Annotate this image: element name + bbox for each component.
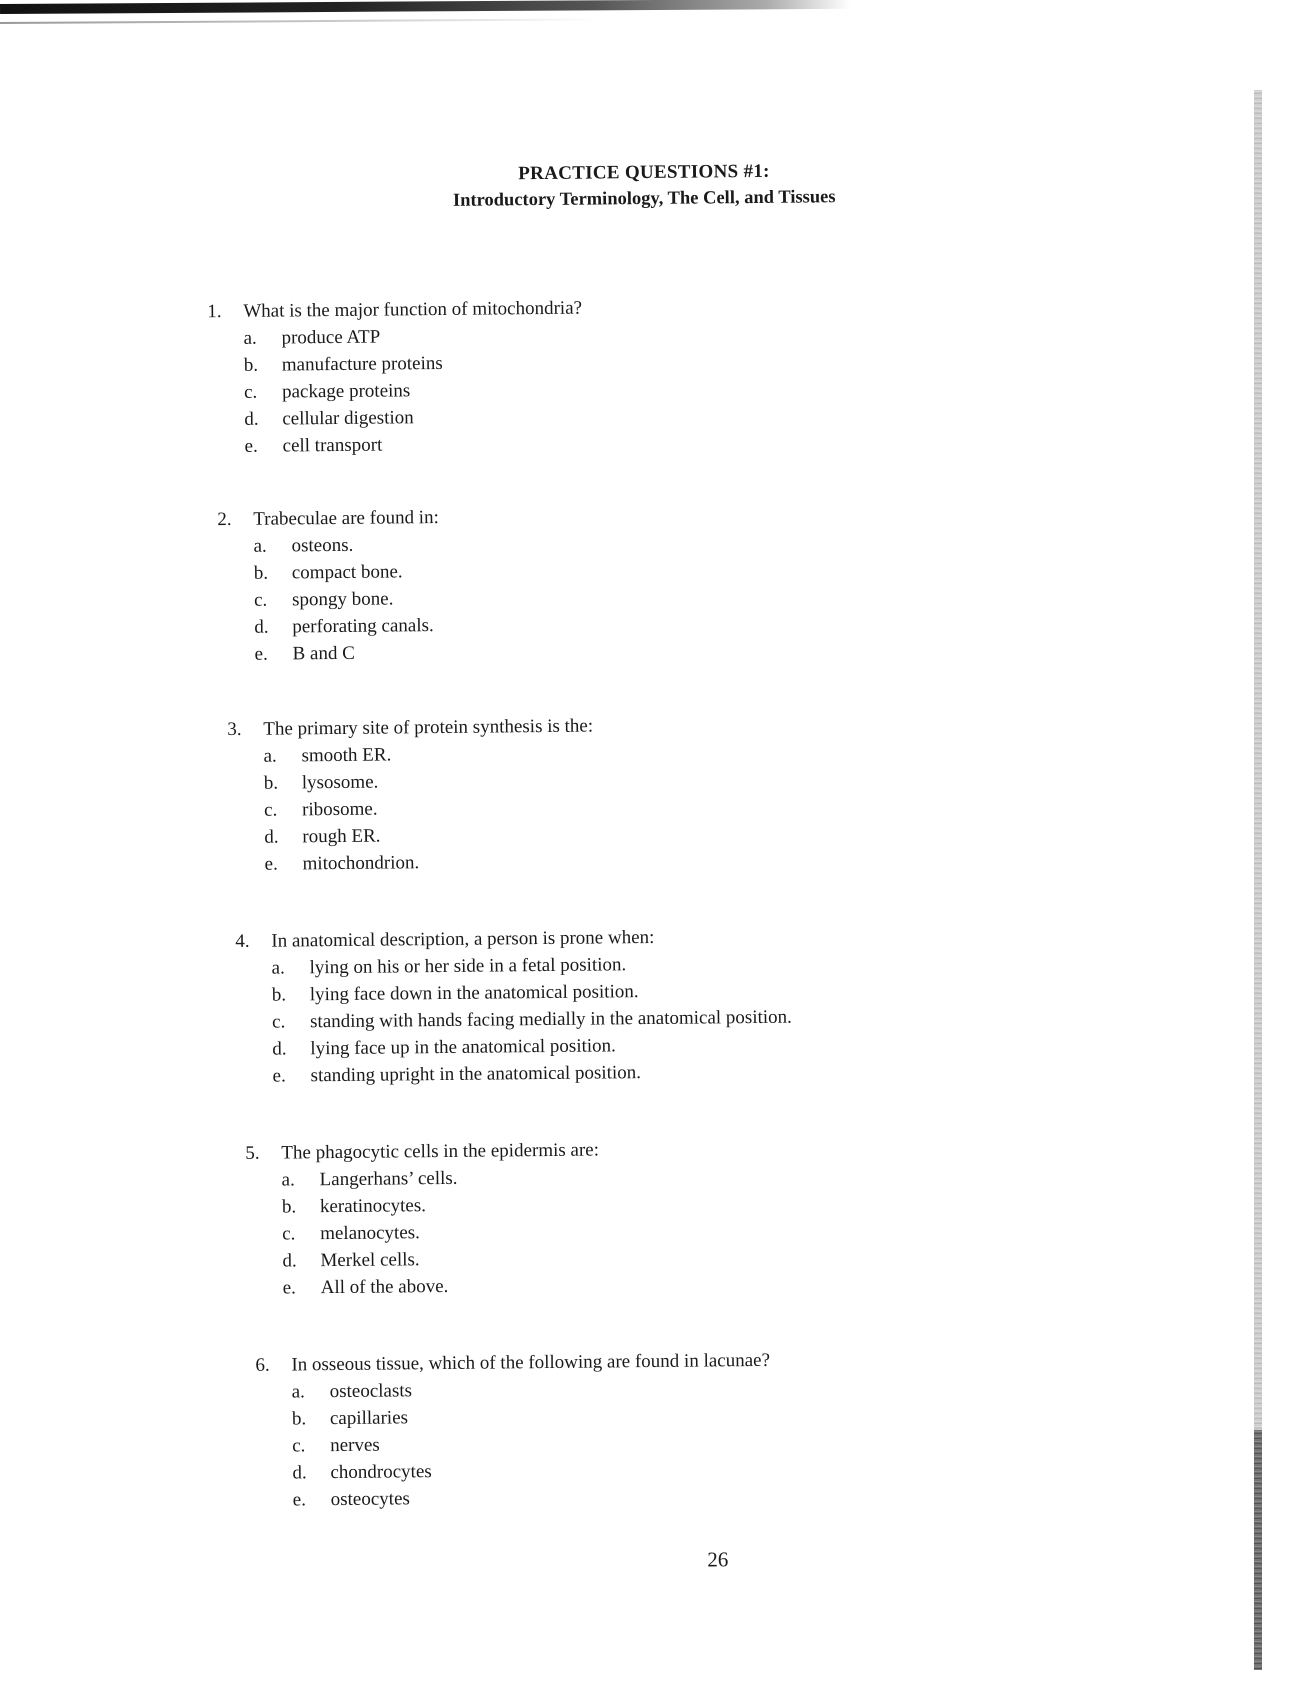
option-letter: d. — [292, 1462, 307, 1484]
question-stem: In anatomical description, a person is prone when: — [271, 926, 655, 952]
option-e — [283, 1272, 601, 1302]
option-letter: e. — [292, 1489, 306, 1511]
option-letter: b. — [281, 1196, 297, 1218]
option-d — [244, 403, 583, 433]
question-number: 2. — [217, 509, 232, 531]
option-text: lying face down in the anatomical position. — [309, 981, 639, 1006]
question-stem: What is the major function of mitochondria? — [243, 297, 583, 322]
option-text: standing with hands facing medially in the anatomical position. — [310, 1006, 792, 1033]
option-text: nerves — [330, 1434, 380, 1457]
option-letter: b. — [271, 984, 287, 1006]
option-letter: a. — [291, 1381, 305, 1403]
option-c — [272, 1004, 792, 1036]
option-e — [244, 430, 583, 460]
question-number: 6. — [255, 1354, 270, 1376]
question-number: 1. — [207, 301, 222, 323]
question-1 — [207, 295, 583, 461]
option-text: keratinocytes. — [319, 1195, 427, 1218]
option-text: osteons. — [291, 534, 354, 557]
option-letter: a. — [263, 745, 277, 767]
option-text: Langerhans’ cells. — [319, 1167, 458, 1191]
option-text: cell transport — [282, 434, 383, 457]
option-c — [282, 1218, 600, 1248]
option-a — [253, 531, 439, 560]
option-text: package proteins — [281, 380, 411, 403]
option-e — [254, 639, 440, 668]
option-text: perforating canals. — [292, 615, 434, 638]
option-text: ribosome. — [301, 798, 378, 821]
option-b — [244, 349, 583, 379]
option-letter: c. — [263, 799, 278, 821]
question-2 — [217, 504, 440, 668]
option-letter: c. — [282, 1223, 296, 1245]
option-d — [264, 821, 594, 851]
option-letter: b. — [263, 772, 279, 794]
option-letter: d. — [264, 826, 279, 848]
question-5 — [245, 1137, 600, 1302]
option-text: lying face up in the anatomical position. — [310, 1035, 616, 1060]
title-line-2: Introductory Terminology, The Cell, and Tissues — [452, 187, 836, 211]
option-text: rough ER. — [302, 825, 381, 848]
option-letter: c. — [292, 1435, 306, 1457]
option-letter: d. — [272, 1038, 287, 1060]
option-letter: c. — [272, 1011, 286, 1033]
option-letter: e. — [244, 435, 258, 457]
option-text: osteocytes — [330, 1488, 410, 1511]
option-text: smooth ER. — [301, 744, 392, 767]
option-letter: a. — [281, 1169, 295, 1191]
option-text: lysosome. — [301, 771, 379, 794]
option-b — [264, 767, 594, 797]
option-letter: b. — [243, 354, 259, 376]
option-c — [264, 794, 594, 824]
option-c — [244, 376, 583, 406]
page-number: 26 — [707, 1547, 729, 1572]
option-text: mitochondrion. — [302, 852, 420, 875]
question-number: 3. — [227, 718, 242, 741]
option-text: cellular digestion — [282, 407, 414, 430]
option-b — [254, 558, 440, 587]
option-text: chondrocytes — [330, 1461, 432, 1484]
option-text: spongy bone. — [291, 588, 394, 611]
option-letter: b. — [291, 1408, 307, 1430]
option-c — [254, 585, 440, 614]
option-text: melanocytes. — [320, 1222, 420, 1245]
option-text: lying on his or her side in a fetal position. — [309, 954, 627, 979]
option-letter: d. — [254, 616, 269, 638]
option-b — [282, 1191, 600, 1221]
question-4 — [235, 923, 792, 1090]
option-text: standing upright in the anatomical position. — [310, 1062, 642, 1087]
question-stem: In osseous tissue, which of the following are found in lacunae? — [291, 1349, 771, 1376]
question-stem: The phagocytic cells in the epidermis are: — [281, 1139, 600, 1164]
option-d — [282, 1245, 600, 1275]
title-line-1: PRACTICE QUESTIONS #1: — [518, 160, 770, 185]
option-e — [293, 1482, 772, 1514]
question-6 — [255, 1347, 771, 1514]
option-text: All of the above. — [320, 1275, 449, 1299]
option-letter: e. — [282, 1277, 296, 1299]
option-letter: d. — [282, 1250, 297, 1272]
option-letter: b. — [253, 562, 269, 584]
option-text: B and C — [292, 642, 355, 665]
option-text: compact bone. — [291, 561, 403, 584]
option-letter: a. — [253, 535, 267, 557]
option-e — [273, 1058, 793, 1090]
question-number: 4. — [235, 930, 250, 952]
option-e — [264, 848, 594, 878]
option-text: Merkel cells. — [320, 1249, 420, 1272]
option-text: osteoclasts — [329, 1380, 413, 1403]
option-text: capillaries — [329, 1407, 409, 1430]
option-letter: e. — [272, 1065, 286, 1087]
question-3 — [227, 713, 594, 879]
question-stem: The primary site of protein synthesis is the: — [263, 715, 594, 740]
option-text: manufacture proteins — [281, 352, 443, 376]
option-text: produce ATP — [281, 326, 381, 349]
option-letter: a. — [271, 957, 285, 979]
option-letter: c. — [253, 589, 268, 611]
option-a — [263, 740, 593, 770]
option-a — [282, 1164, 600, 1194]
option-letter: e. — [264, 853, 278, 875]
option-a — [243, 322, 582, 352]
question-number: 5. — [245, 1142, 260, 1164]
option-d — [254, 612, 440, 641]
option-letter: d. — [244, 408, 259, 430]
question-stem: Trabeculae are found in: — [253, 507, 439, 530]
option-letter: c. — [243, 381, 258, 403]
page-title — [374, 157, 914, 214]
option-letter: e. — [254, 643, 268, 665]
option-letter: a. — [243, 327, 257, 349]
